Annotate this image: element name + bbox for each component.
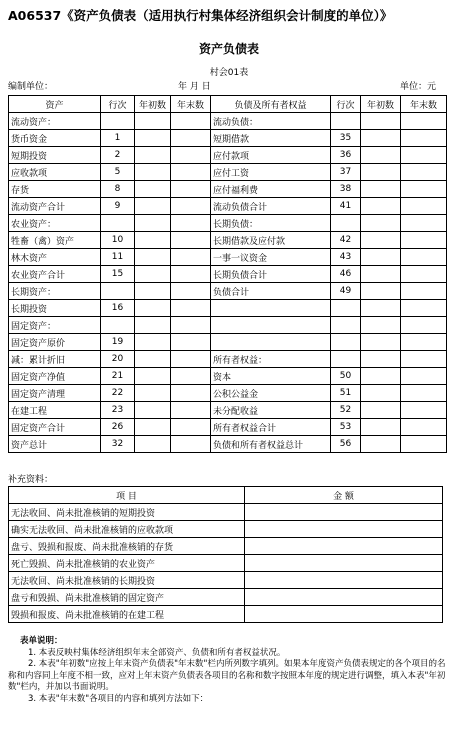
asset-end-cell <box>171 436 211 453</box>
asset-item-cell: 林木资产 <box>9 249 101 266</box>
asset-line-cell: 23 <box>101 402 135 419</box>
asset-item-cell: 货币资金 <box>9 130 101 147</box>
liability-begin-cell <box>361 215 401 232</box>
form-code: 村会01表 <box>209 68 249 78</box>
asset-end-cell <box>171 419 211 436</box>
asset-begin-cell <box>135 266 171 283</box>
asset-line-cell: 26 <box>101 419 135 436</box>
asset-line-cell: 10 <box>101 232 135 249</box>
asset-line-cell: 5 <box>101 164 135 181</box>
liability-begin-cell <box>361 300 401 317</box>
table-row <box>9 419 447 436</box>
asset-item-cell: 固定资产原价 <box>9 334 101 351</box>
asset-begin-cell <box>135 436 171 453</box>
liability-end-cell <box>401 402 447 419</box>
asset-begin-cell <box>135 351 171 368</box>
notes-heading: 表单说明： <box>20 636 63 646</box>
asset-begin-cell <box>135 198 171 215</box>
asset-begin-cell <box>135 300 171 317</box>
asset-item-cell: 固定资产： <box>9 317 101 334</box>
liability-end-cell <box>401 130 447 147</box>
liability-end-cell <box>401 249 447 266</box>
liability-end-cell <box>401 436 447 453</box>
asset-item-cell: 资产总计 <box>9 436 101 453</box>
table-row <box>9 266 447 283</box>
liability-line-cell <box>331 300 361 317</box>
asset-end-cell <box>171 249 211 266</box>
asset-item-cell: 牲畜（禽）资产 <box>9 232 101 249</box>
liability-item-cell: 流动负债： <box>211 113 331 130</box>
liability-item-cell: 未分配收益 <box>211 402 331 419</box>
liability-item-cell: 应付工资 <box>211 164 331 181</box>
asset-item-cell: 流动资产合计 <box>9 198 101 215</box>
liability-line-cell: 41 <box>331 198 361 215</box>
liability-item-cell: 负债和所有者权益总计 <box>211 436 331 453</box>
liability-end-cell <box>401 385 447 402</box>
note-3: 3. 本表"年末数"各项目的内容和填列方法如下： <box>28 693 209 704</box>
asset-line-cell: 20 <box>101 351 135 368</box>
liability-end-cell <box>401 147 447 164</box>
liability-end-cell <box>401 181 447 198</box>
asset-item-cell: 存货 <box>9 181 101 198</box>
header-begin-2: 年初数 <box>361 96 401 113</box>
liability-line-cell: 53 <box>331 419 361 436</box>
liability-begin-cell <box>361 113 401 130</box>
asset-end-cell <box>171 368 211 385</box>
asset-end-cell <box>171 113 211 130</box>
liability-end-cell <box>401 317 447 334</box>
asset-item-cell: 固定资产净值 <box>9 368 101 385</box>
asset-begin-cell <box>135 317 171 334</box>
asset-line-cell <box>101 317 135 334</box>
liability-begin-cell <box>361 130 401 147</box>
supplement-amount-cell <box>245 504 443 521</box>
header-liability: 负债及所有者权益 <box>211 96 331 113</box>
liability-item-cell: 资本 <box>211 368 331 385</box>
liability-end-cell <box>401 351 447 368</box>
table-row <box>9 317 447 334</box>
supplement-row <box>9 589 443 606</box>
asset-begin-cell <box>135 113 171 130</box>
liability-begin-cell <box>361 266 401 283</box>
asset-end-cell <box>171 232 211 249</box>
asset-end-cell <box>171 402 211 419</box>
asset-line-cell <box>101 283 135 300</box>
liability-begin-cell <box>361 334 401 351</box>
liability-end-cell <box>401 368 447 385</box>
balance-sheet-table <box>8 95 447 453</box>
asset-item-cell: 农业资产： <box>9 215 101 232</box>
table-row <box>9 283 447 300</box>
asset-begin-cell <box>135 232 171 249</box>
liability-item-cell: 短期借款 <box>211 130 331 147</box>
liability-begin-cell <box>361 283 401 300</box>
supplement-header-item: 项 目 <box>9 487 245 504</box>
asset-end-cell <box>171 181 211 198</box>
asset-line-cell: 16 <box>101 300 135 317</box>
liability-item-cell <box>211 317 331 334</box>
table-row <box>9 351 447 368</box>
liability-item-cell: 长期负债合计 <box>211 266 331 283</box>
asset-begin-cell <box>135 215 171 232</box>
asset-end-cell <box>171 317 211 334</box>
table-row <box>9 215 447 232</box>
supplement-header-row <box>9 487 443 504</box>
asset-line-cell: 32 <box>101 436 135 453</box>
asset-end-cell <box>171 300 211 317</box>
liability-line-cell: 49 <box>331 283 361 300</box>
table-row <box>9 181 447 198</box>
supplement-header-amount: 金 额 <box>245 487 443 504</box>
liability-begin-cell <box>361 419 401 436</box>
liability-item-cell: 所有者权益合计 <box>211 419 331 436</box>
header-line: 行次 <box>101 96 135 113</box>
asset-item-cell: 长期投资 <box>9 300 101 317</box>
asset-line-cell <box>101 113 135 130</box>
liability-line-cell <box>331 351 361 368</box>
liability-end-cell <box>401 164 447 181</box>
table-row <box>9 249 447 266</box>
note-2: 2. 本表"年初数"应按上年末资产负债表"年末数"栏内所列数字填列。如果本年度资产负债表规定的各个项目的名称和内容同上年度不相一致，应对上年末资产负债表各项目的名称和数字按照本年度的规定进行调整，填入本表"年初数"栏内，并加以书面说明。 <box>8 659 446 692</box>
supplement-amount-cell <box>245 521 443 538</box>
supplement-row <box>9 572 443 589</box>
liability-begin-cell <box>361 198 401 215</box>
table-row <box>9 130 447 147</box>
asset-line-cell: 8 <box>101 181 135 198</box>
header-end-2: 年末数 <box>401 96 447 113</box>
liability-line-cell: 42 <box>331 232 361 249</box>
table-row <box>9 436 447 453</box>
supplement-item-cell: 毁损和报废、尚未批准核销的在建工程 <box>9 606 245 623</box>
asset-end-cell <box>171 198 211 215</box>
liability-line-cell: 50 <box>331 368 361 385</box>
supplement-table <box>8 486 443 623</box>
org-label: 编制单位： <box>8 82 54 92</box>
liability-line-cell: 36 <box>331 147 361 164</box>
supplement-amount-cell <box>245 572 443 589</box>
supplement-row <box>9 606 443 623</box>
supplement-amount-cell <box>245 538 443 555</box>
liability-line-cell <box>331 334 361 351</box>
liability-begin-cell <box>361 164 401 181</box>
asset-end-cell <box>171 147 211 164</box>
asset-item-cell: 流动资产： <box>9 113 101 130</box>
liability-line-cell: 46 <box>331 266 361 283</box>
liability-begin-cell <box>361 351 401 368</box>
supplement-item-cell: 盘亏和毁损、尚未批准核销的固定资产 <box>9 589 245 606</box>
supplement-item-cell: 无法收回、尚未批准核销的短期投资 <box>9 504 245 521</box>
asset-line-cell: 21 <box>101 368 135 385</box>
liability-end-cell <box>401 232 447 249</box>
notes-section <box>8 636 448 705</box>
supplement-item-cell: 无法收回、尚未批准核销的长期投资 <box>9 572 245 589</box>
table-row <box>9 147 447 164</box>
asset-begin-cell <box>135 419 171 436</box>
supplement-amount-cell <box>245 589 443 606</box>
asset-item-cell: 农业资产合计 <box>9 266 101 283</box>
liability-end-cell <box>401 215 447 232</box>
liability-end-cell <box>401 300 447 317</box>
table-header-row <box>9 96 447 113</box>
asset-line-cell: 15 <box>101 266 135 283</box>
asset-end-cell <box>171 130 211 147</box>
liability-line-cell <box>331 113 361 130</box>
liability-item-cell: 应付款项 <box>211 147 331 164</box>
liability-begin-cell <box>361 181 401 198</box>
liability-item-cell: 负债合计 <box>211 283 331 300</box>
asset-line-cell: 22 <box>101 385 135 402</box>
liability-begin-cell <box>361 402 401 419</box>
supplement-row <box>9 521 443 538</box>
supplement-label: 补充资料： <box>8 475 54 485</box>
asset-end-cell <box>171 283 211 300</box>
liability-end-cell <box>401 266 447 283</box>
asset-begin-cell <box>135 249 171 266</box>
header-line-2: 行次 <box>331 96 361 113</box>
asset-end-cell <box>171 334 211 351</box>
asset-begin-cell <box>135 147 171 164</box>
asset-end-cell <box>171 164 211 181</box>
asset-line-cell: 2 <box>101 147 135 164</box>
header-begin: 年初数 <box>135 96 171 113</box>
table-row <box>9 402 447 419</box>
asset-item-cell: 短期投资 <box>9 147 101 164</box>
table-row <box>9 385 447 402</box>
header-asset: 资产 <box>9 96 101 113</box>
table-row <box>9 113 447 130</box>
supplement-amount-cell <box>245 606 443 623</box>
liability-begin-cell <box>361 436 401 453</box>
liability-begin-cell <box>361 147 401 164</box>
liability-end-cell <box>401 334 447 351</box>
table-row <box>9 232 447 249</box>
asset-begin-cell <box>135 130 171 147</box>
asset-end-cell <box>171 215 211 232</box>
supplement-row <box>9 538 443 555</box>
liability-item-cell: 一事一议资金 <box>211 249 331 266</box>
table-row <box>9 164 447 181</box>
asset-line-cell: 11 <box>101 249 135 266</box>
table-row <box>9 368 447 385</box>
liability-line-cell: 35 <box>331 130 361 147</box>
liability-item-cell: 公积公益金 <box>211 385 331 402</box>
asset-begin-cell <box>135 385 171 402</box>
asset-begin-cell <box>135 181 171 198</box>
unit-label: 单位：元 <box>400 82 437 92</box>
asset-end-cell <box>171 351 211 368</box>
liability-line-cell: 51 <box>331 385 361 402</box>
liability-line-cell <box>331 317 361 334</box>
liability-end-cell <box>401 419 447 436</box>
liability-begin-cell <box>361 249 401 266</box>
supplement-item-cell: 死亡毁损、尚未批准核销的农业资产 <box>9 555 245 572</box>
liability-line-cell: 43 <box>331 249 361 266</box>
liability-item-cell <box>211 334 331 351</box>
date-label: 年 月 日 <box>178 82 211 92</box>
liability-begin-cell <box>361 385 401 402</box>
note-1: 1. 本表反映村集体经济组织年末全部资产、负债和所有者权益状况。 <box>28 647 286 658</box>
asset-begin-cell <box>135 164 171 181</box>
liability-item-cell <box>211 300 331 317</box>
supplement-row <box>9 504 443 521</box>
form-title: 资产负债表 <box>198 42 259 56</box>
asset-begin-cell <box>135 402 171 419</box>
liability-line-cell: 56 <box>331 436 361 453</box>
supplement-item-cell: 确实无法收回、尚未批准核销的应收款项 <box>9 521 245 538</box>
liability-end-cell <box>401 113 447 130</box>
asset-begin-cell <box>135 368 171 385</box>
asset-item-cell: 固定资产清理 <box>9 385 101 402</box>
liability-item-cell: 所有者权益： <box>211 351 331 368</box>
liability-item-cell: 应付福利费 <box>211 181 331 198</box>
asset-item-cell: 固定资产合计 <box>9 419 101 436</box>
asset-begin-cell <box>135 283 171 300</box>
table-row <box>9 334 447 351</box>
asset-end-cell <box>171 266 211 283</box>
liability-line-cell: 52 <box>331 402 361 419</box>
table-row <box>9 300 447 317</box>
asset-line-cell: 19 <box>101 334 135 351</box>
header-end: 年末数 <box>171 96 211 113</box>
supplement-item-cell: 盘亏、毁损和报废、尚未批准核销的存货 <box>9 538 245 555</box>
liability-line-cell <box>331 215 361 232</box>
asset-line-cell: 1 <box>101 130 135 147</box>
liability-item-cell: 长期负债： <box>211 215 331 232</box>
asset-line-cell <box>101 215 135 232</box>
liability-item-cell: 长期借款及应付款 <box>211 232 331 249</box>
asset-end-cell <box>171 385 211 402</box>
asset-item-cell: 在建工程 <box>9 402 101 419</box>
liability-line-cell: 37 <box>331 164 361 181</box>
supplement-row <box>9 555 443 572</box>
liability-end-cell <box>401 198 447 215</box>
liability-begin-cell <box>361 232 401 249</box>
table-row <box>9 198 447 215</box>
asset-begin-cell <box>135 334 171 351</box>
asset-item-cell: 减：累计折旧 <box>9 351 101 368</box>
supplement-amount-cell <box>245 555 443 572</box>
liability-item-cell: 流动负债合计 <box>211 198 331 215</box>
liability-begin-cell <box>361 368 401 385</box>
liability-begin-cell <box>361 317 401 334</box>
document-title: A06537《资产负债表（适用执行村集体经济组织会计制度的单位）》 <box>8 8 393 23</box>
liability-line-cell: 38 <box>331 181 361 198</box>
asset-item-cell: 长期资产： <box>9 283 101 300</box>
asset-item-cell: 应收款项 <box>9 164 101 181</box>
liability-end-cell <box>401 283 447 300</box>
asset-line-cell: 9 <box>101 198 135 215</box>
